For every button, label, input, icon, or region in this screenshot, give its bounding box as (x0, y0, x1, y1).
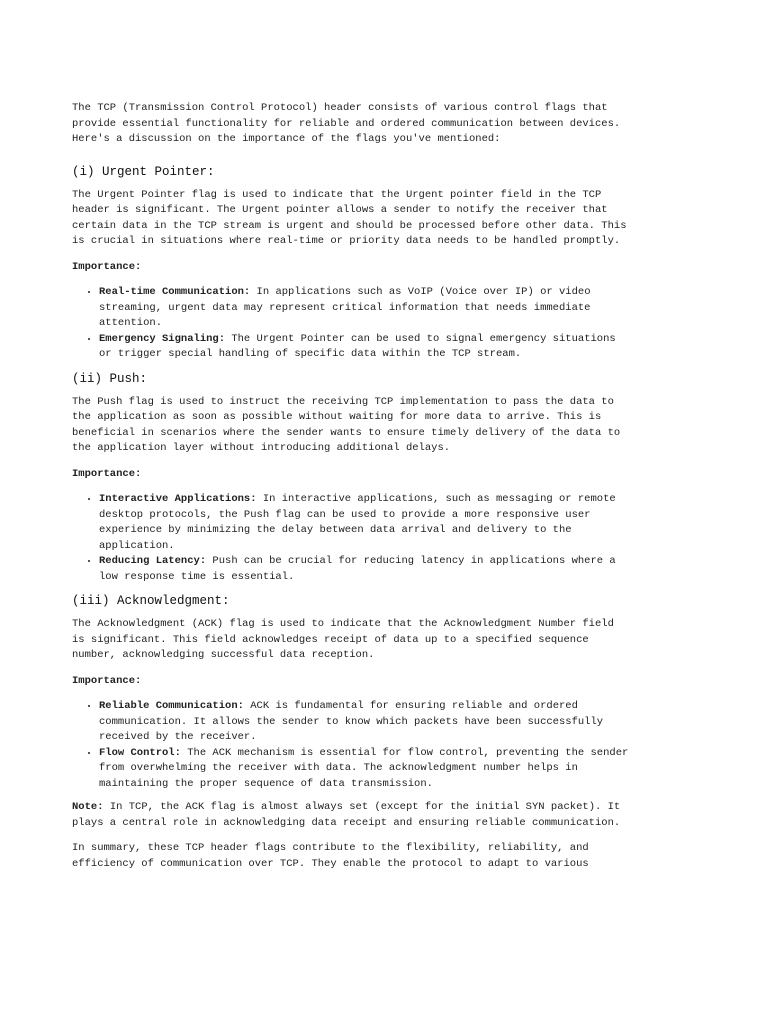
list-item-label: Flow Control: (99, 746, 181, 759)
section-body-push: The Push flag is used to instruct the receiving TCP implementation to pass the data to the application as soon as possible without waiting for more data to arrive. This is beneficial in scenarios where the sender wants to ensure timely delivery of the data to the application layer without introducing additional delays. (72, 395, 621, 454)
document-page (72, 101, 632, 872)
note-paragraph (72, 800, 632, 831)
importance-label: Importance: (72, 467, 142, 480)
list-item (99, 699, 632, 746)
list-item (99, 332, 632, 363)
section-body-acknowledgment: The Acknowledgment (ACK) flag is used to indicate that the Acknowledgment Number field is significant. This field acknowledges receipt of data up to a specified sequence number, acknowledging successful data reception. (72, 618, 614, 661)
list-item-text: ACK is fundamental for ensuring reliable and ordered communication. It allows the sender to know which packets have been successfully received by the receiver. (99, 700, 604, 743)
list-item-text: Push can be crucial for reducing latency in applications where a low response time is essential. (99, 555, 616, 583)
section-heading-push: (ii) Push: (72, 371, 148, 386)
intro-paragraph: The TCP (Transmission Control Protocol) header consists of various control flags that provide essential functionality for reliable and ordered communication between devices. Here's a discussion on the importance of the flags you've mentioned: (72, 102, 621, 145)
section-heading-acknowledgment: (iii) Acknowledgment: (72, 594, 230, 608)
importance-list (72, 492, 632, 585)
list-item (99, 554, 632, 585)
section-heading-urgent-pointer: (i) Urgent Pointer: (72, 164, 215, 179)
list-item-label: Emergency Signaling: (99, 332, 226, 345)
list-item-text: In interactive applications, such as messaging or remote desktop protocols, the Push flag can be used to provide a more responsive user experience by minimizing the delay between data arrival and delivery to the application. (99, 493, 616, 552)
importance-label: Importance: (72, 674, 142, 687)
list-item (99, 285, 632, 332)
note-text: In TCP, the ACK flag is almost always set (except for the initial SYN packet). It plays a central role in acknowledging data receipt and ensuring reliable communication. (72, 801, 621, 829)
importance-list (72, 285, 632, 363)
list-item-text: The Urgent Pointer can be used to signal emergency situations or trigger special handling of specific data within the TCP stream. (99, 332, 616, 360)
note-label: Note: (72, 801, 104, 813)
list-item-text: The ACK mechanism is essential for flow control, preventing the sender from overwhelming the receiver with data. The acknowledgment number helps in maintaining the proper sequence of data transmission. (99, 746, 629, 790)
list-item-label: Reducing Latency: (99, 555, 207, 567)
list-item-label: Reliable Communication: (99, 700, 244, 712)
list-item-label: Real-time Communication: (99, 286, 251, 298)
list-item-text: In applications such as VoIP (Voice over IP) or video streaming, urgent data may represent critical information that needs immediate attention. (99, 286, 591, 329)
section-body-urgent-pointer: The Urgent Pointer flag is used to indicate that the Urgent pointer field in the TCP header is significant. The Urgent pointer allows a sender to notify the receiver that certain data in the TCP stream is urgent and should be processed before other data. This is crucial in situations where real-time or priority data needs to be handled promptly. (72, 188, 627, 247)
importance-label: Importance: (72, 260, 142, 273)
summary-paragraph: In summary, these TCP header flags contribute to the flexibility, reliability, and efficiency of communication over TCP. They enable the protocol to adapt to various (72, 842, 589, 870)
list-item (99, 492, 632, 554)
list-item (99, 746, 632, 793)
importance-list (72, 699, 632, 792)
list-item-label: Interactive Applications: (99, 493, 257, 505)
